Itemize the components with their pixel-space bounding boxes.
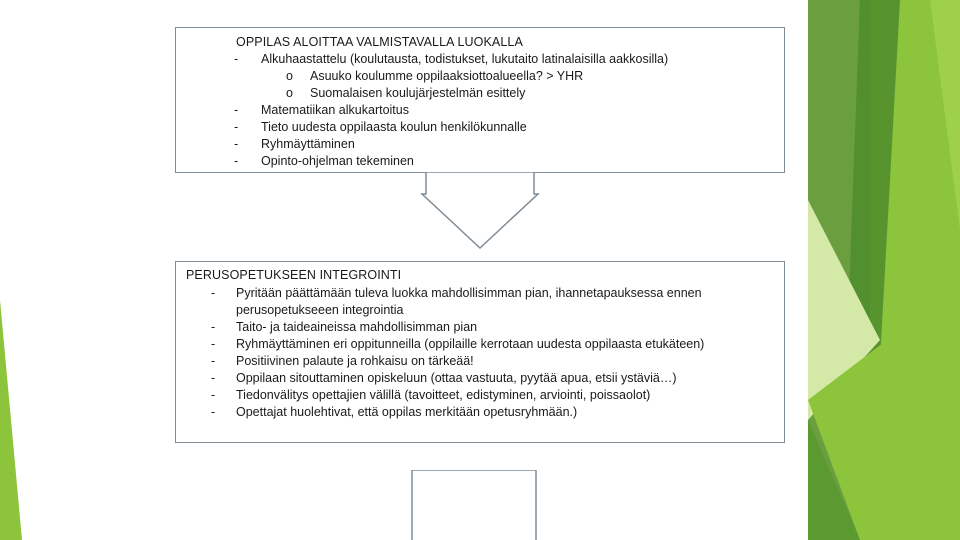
step2-item-0-marker: -: [211, 286, 216, 300]
step2-item-4: Positiivinen palaute ja rohkaisu on tärkeää!: [236, 354, 474, 368]
step1-item-3-marker: -: [234, 103, 239, 117]
step1-box: [175, 27, 785, 173]
step1-item-3: Matematiikan alkukartoitus: [261, 103, 409, 117]
step1-title: OPPILAS ALOITTAA VALMISTAVALLA LUOKALLA: [236, 35, 523, 49]
step1-item-5-marker: -: [234, 137, 239, 151]
step2-item-6: Tiedonvälitys opettajien välillä (tavoitteet, edistyminen, arviointi, poissaolot): [236, 388, 651, 402]
step1-item-4-marker: -: [234, 120, 239, 134]
step2-item-0: Pyritään päättämään tuleva luokka mahdollisimman pian, ihannetapauksessa ennen: [236, 286, 702, 300]
step1-item-2: Suomalaisen koulujärjestelmän esittely: [310, 86, 526, 100]
step2-item-2-marker: -: [211, 320, 216, 334]
step2-item-2: Taito- ja taideaineissa mahdollisimman pian: [236, 320, 478, 334]
step2-item-3-marker: -: [211, 337, 216, 351]
step1-item-5: Ryhmäyttäminen: [261, 137, 355, 151]
step1-item-1: Asuuko koulumme oppilaaksiottoalueella? > YHR: [310, 69, 584, 83]
step1-item-4: Tieto uudesta oppilaasta koulun henkilökunnalle: [261, 120, 527, 134]
step1-item-6: Opinto-ohjelman tekeminen: [261, 154, 414, 168]
down-arrow-2: [408, 470, 540, 540]
step2-item-3: Ryhmäyttäminen eri oppitunneilla (oppilaille kerrotaan uudesta oppilaasta etukäteen): [236, 337, 705, 351]
step1-item-0: Alkuhaastattelu (koulutausta, todistukset, lukutaito latinalaisilla aakkosilla): [261, 52, 669, 66]
step1-item-0-marker: -: [234, 52, 239, 66]
step2-item-7: Opettajat huolehtivat, että oppilas merkitään opetusryhmään.): [236, 405, 578, 419]
step2-item-7-marker: -: [211, 405, 216, 419]
step2-item-4-marker: -: [211, 354, 216, 368]
step2-item-5: Oppilaan sitouttaminen opiskeluun (ottaa vastuuta, pyytää apua, etsii ystäviä…): [236, 371, 677, 385]
down-arrow-1: [420, 172, 540, 252]
step2-item-6-marker: -: [211, 388, 216, 402]
step1-item-6-marker: -: [234, 154, 239, 168]
step1-item-1-marker: o: [286, 69, 293, 83]
step2-title: PERUSOPETUKSEEN INTEGROINTI: [186, 268, 402, 282]
left-green-sliver: [0, 300, 22, 540]
step2-item-5-marker: -: [211, 371, 216, 385]
step2-box: [175, 261, 785, 443]
step1-item-2-marker: o: [286, 86, 293, 100]
step2-item-1: perusopetukseeen integrointia: [236, 303, 404, 317]
